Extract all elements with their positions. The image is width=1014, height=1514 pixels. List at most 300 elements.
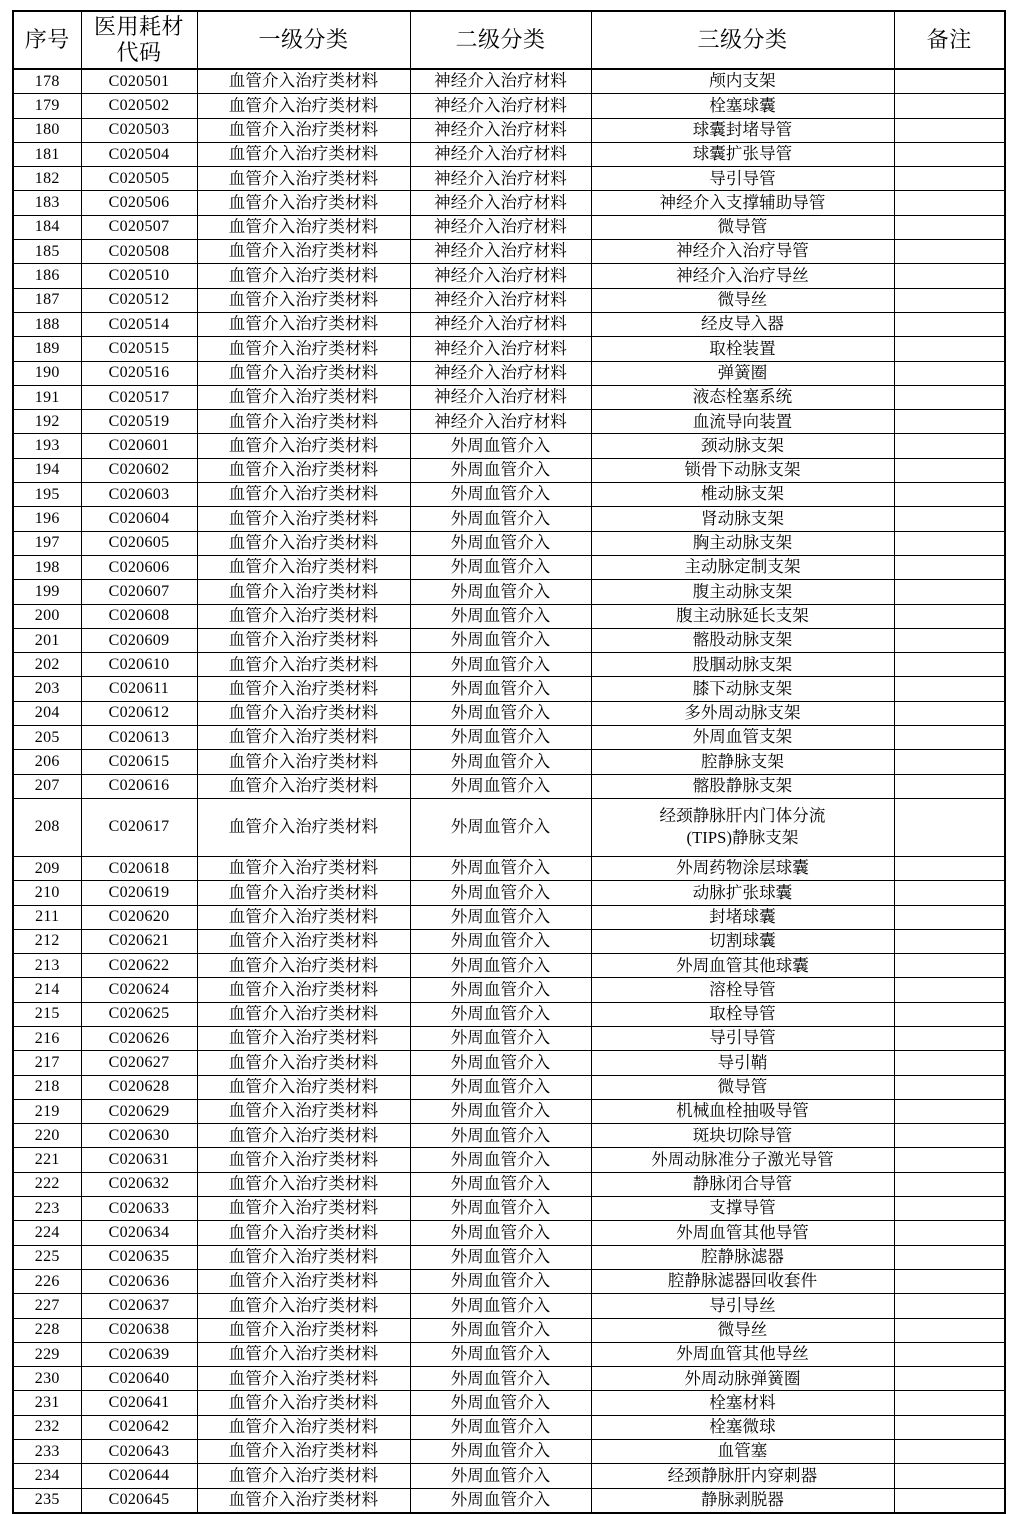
cell-level3: 血流导向装置 (591, 410, 894, 434)
cell-level3: 主动脉定制支架 (591, 555, 894, 579)
cell-remark (894, 434, 1005, 458)
table-header-row (13, 11, 1005, 69)
table-row (13, 264, 1005, 288)
cell-code: C020613 (81, 726, 197, 750)
cell-seq: 189 (13, 337, 81, 361)
column-header-level2: 二级分类 (410, 11, 591, 69)
cell-level1: 血管介入治疗类材料 (197, 1051, 410, 1075)
table-row (13, 483, 1005, 507)
table-row (13, 215, 1005, 239)
cell-code: C020626 (81, 1026, 197, 1050)
cell-remark (894, 1099, 1005, 1123)
cell-code: C020620 (81, 905, 197, 929)
cell-level3: 球囊封堵导管 (591, 118, 894, 142)
cell-code: C020643 (81, 1440, 197, 1464)
cell-level2: 神经介入治疗材料 (410, 167, 591, 191)
cell-code: C020616 (81, 774, 197, 798)
cell-level1: 血管介入治疗类材料 (197, 1245, 410, 1269)
cell-code: C020501 (81, 69, 197, 94)
cell-code: C020505 (81, 167, 197, 191)
cell-level2: 外周血管介入 (410, 1172, 591, 1196)
cell-level1: 血管介入治疗类材料 (197, 954, 410, 978)
cell-code: C020633 (81, 1197, 197, 1221)
cell-remark (894, 750, 1005, 774)
table-row (13, 929, 1005, 953)
cell-code: C020619 (81, 881, 197, 905)
table-row (13, 1440, 1005, 1464)
cell-level1: 血管介入治疗类材料 (197, 69, 410, 94)
cell-seq: 194 (13, 458, 81, 482)
cell-level1: 血管介入治疗类材料 (197, 798, 410, 856)
table-body (13, 69, 1005, 1513)
cell-level1: 血管介入治疗类材料 (197, 240, 410, 264)
cell-seq: 192 (13, 410, 81, 434)
cell-level2: 外周血管介入 (410, 1294, 591, 1318)
cell-seq: 197 (13, 531, 81, 555)
cell-remark (894, 604, 1005, 628)
cell-remark (894, 653, 1005, 677)
cell-seq: 182 (13, 167, 81, 191)
cell-level3: 胸主动脉支架 (591, 531, 894, 555)
cell-seq: 216 (13, 1026, 81, 1050)
table-row (13, 798, 1005, 856)
cell-level2: 外周血管介入 (410, 531, 591, 555)
table-row (13, 1342, 1005, 1366)
table-row (13, 69, 1005, 94)
cell-level2: 外周血管介入 (410, 1342, 591, 1366)
cell-seq: 188 (13, 312, 81, 336)
cell-remark (894, 1415, 1005, 1439)
cell-remark (894, 1197, 1005, 1221)
cell-level1: 血管介入治疗类材料 (197, 881, 410, 905)
cell-level2: 外周血管介入 (410, 1318, 591, 1342)
table-row (13, 653, 1005, 677)
table-row (13, 555, 1005, 579)
cell-seq: 205 (13, 726, 81, 750)
cell-level3-line2: (TIPS)静脉支架 (686, 828, 799, 848)
cell-level1: 血管介入治疗类材料 (197, 929, 410, 953)
cell-code: C020634 (81, 1221, 197, 1245)
cell-level3: 腔静脉滤器 (591, 1245, 894, 1269)
cell-seq: 180 (13, 118, 81, 142)
cell-code: C020630 (81, 1124, 197, 1148)
cell-level1: 血管介入治疗类材料 (197, 312, 410, 336)
table-row (13, 677, 1005, 701)
table-row (13, 1318, 1005, 1342)
cell-remark (894, 954, 1005, 978)
cell-seq: 184 (13, 215, 81, 239)
cell-level3: 颅内支架 (591, 69, 894, 94)
cell-remark (894, 774, 1005, 798)
cell-remark (894, 1075, 1005, 1099)
cell-level1: 血管介入治疗类材料 (197, 856, 410, 880)
cell-level3: 外周血管其他球囊 (591, 954, 894, 978)
cell-seq: 178 (13, 69, 81, 94)
cell-remark (894, 1440, 1005, 1464)
cell-level3: 动脉扩张球囊 (591, 881, 894, 905)
cell-level1: 血管介入治疗类材料 (197, 905, 410, 929)
cell-level1: 血管介入治疗类材料 (197, 434, 410, 458)
cell-remark (894, 856, 1005, 880)
cell-level1: 血管介入治疗类材料 (197, 1342, 410, 1366)
cell-level3: 经颈静脉肝内穿刺器 (591, 1464, 894, 1488)
cell-level2: 神经介入治疗材料 (410, 118, 591, 142)
cell-level1: 血管介入治疗类材料 (197, 1221, 410, 1245)
cell-seq: 203 (13, 677, 81, 701)
cell-remark (894, 628, 1005, 652)
cell-seq: 186 (13, 264, 81, 288)
cell-seq: 207 (13, 774, 81, 798)
cell-level1: 血管介入治疗类材料 (197, 1148, 410, 1172)
cell-code: C020609 (81, 628, 197, 652)
cell-remark (894, 1124, 1005, 1148)
cell-level3: 弹簧圈 (591, 361, 894, 385)
cell-seq: 210 (13, 881, 81, 905)
cell-remark (894, 1269, 1005, 1293)
cell-level1: 血管介入治疗类材料 (197, 1099, 410, 1123)
cell-remark (894, 978, 1005, 1002)
cell-remark (894, 701, 1005, 725)
cell-remark (894, 94, 1005, 118)
cell-remark (894, 1318, 1005, 1342)
cell-level2: 外周血管介入 (410, 483, 591, 507)
cell-level2: 神经介入治疗材料 (410, 410, 591, 434)
cell-remark (894, 240, 1005, 264)
cell-level3: 取栓导管 (591, 1002, 894, 1026)
cell-level2: 外周血管介入 (410, 677, 591, 701)
cell-level1: 血管介入治疗类材料 (197, 774, 410, 798)
cell-level3: 神经介入治疗导丝 (591, 264, 894, 288)
cell-level3: 取栓装置 (591, 337, 894, 361)
cell-seq: 233 (13, 1440, 81, 1464)
cell-level2: 神经介入治疗材料 (410, 191, 591, 215)
cell-level3: 外周血管支架 (591, 726, 894, 750)
cell-code: C020508 (81, 240, 197, 264)
cell-remark (894, 458, 1005, 482)
cell-code: C020635 (81, 1245, 197, 1269)
cell-level1: 血管介入治疗类材料 (197, 507, 410, 531)
cell-level3: 经皮导入器 (591, 312, 894, 336)
cell-level3: 腹主动脉支架 (591, 580, 894, 604)
table-row (13, 118, 1005, 142)
cell-level3: 栓塞材料 (591, 1391, 894, 1415)
cell-level1: 血管介入治疗类材料 (197, 410, 410, 434)
cell-level3: 颈动脉支架 (591, 434, 894, 458)
column-header-code-line1: 医用耗材 (93, 14, 184, 40)
table-row (13, 337, 1005, 361)
cell-level3: 腹主动脉延长支架 (591, 604, 894, 628)
cell-level3: 溶栓导管 (591, 978, 894, 1002)
cell-level2: 外周血管介入 (410, 628, 591, 652)
cell-remark (894, 69, 1005, 94)
cell-remark (894, 1026, 1005, 1050)
cell-level3: 导引导管 (591, 1026, 894, 1050)
cell-seq: 226 (13, 1269, 81, 1293)
cell-level1: 血管介入治疗类材料 (197, 1294, 410, 1318)
column-header-level3: 三级分类 (591, 11, 894, 69)
cell-level1: 血管介入治疗类材料 (197, 1318, 410, 1342)
table-row (13, 1124, 1005, 1148)
cell-level3: 血管塞 (591, 1440, 894, 1464)
cell-code: C020607 (81, 580, 197, 604)
cell-seq: 202 (13, 653, 81, 677)
cell-level2: 外周血管介入 (410, 750, 591, 774)
cell-level2: 神经介入治疗材料 (410, 69, 591, 94)
cell-seq: 200 (13, 604, 81, 628)
cell-remark (894, 555, 1005, 579)
cell-level3: 肾动脉支架 (591, 507, 894, 531)
cell-level3: 切割球囊 (591, 929, 894, 953)
cell-level2: 外周血管介入 (410, 905, 591, 929)
cell-level3: 栓塞球囊 (591, 94, 894, 118)
cell-code: C020642 (81, 1415, 197, 1439)
cell-level2: 外周血管介入 (410, 774, 591, 798)
cell-level1: 血管介入治疗类材料 (197, 191, 410, 215)
cell-code: C020608 (81, 604, 197, 628)
cell-level2: 外周血管介入 (410, 1002, 591, 1026)
table-row (13, 1245, 1005, 1269)
cell-code: C020512 (81, 288, 197, 312)
cell-code: C020605 (81, 531, 197, 555)
cell-level2: 神经介入治疗材料 (410, 361, 591, 385)
cell-level1: 血管介入治疗类材料 (197, 1197, 410, 1221)
cell-seq: 219 (13, 1099, 81, 1123)
cell-level2: 外周血管介入 (410, 701, 591, 725)
cell-level1: 血管介入治疗类材料 (197, 1172, 410, 1196)
table-row (13, 954, 1005, 978)
cell-remark (894, 337, 1005, 361)
cell-seq: 218 (13, 1075, 81, 1099)
cell-remark (894, 905, 1005, 929)
cell-remark (894, 677, 1005, 701)
cell-level2: 外周血管介入 (410, 881, 591, 905)
cell-seq: 201 (13, 628, 81, 652)
cell-level3: 微导管 (591, 215, 894, 239)
cell-level2: 外周血管介入 (410, 1391, 591, 1415)
table-row (13, 1051, 1005, 1075)
cell-level2: 外周血管介入 (410, 978, 591, 1002)
table-row (13, 628, 1005, 652)
cell-seq: 183 (13, 191, 81, 215)
cell-remark (894, 1464, 1005, 1488)
cell-level2: 外周血管介入 (410, 726, 591, 750)
cell-remark (894, 1172, 1005, 1196)
cell-code: C020516 (81, 361, 197, 385)
cell-remark (894, 118, 1005, 142)
column-header-remark: 备注 (894, 11, 1005, 69)
cell-remark (894, 1342, 1005, 1366)
cell-level3: 导引鞘 (591, 1051, 894, 1075)
cell-level2: 外周血管介入 (410, 1367, 591, 1391)
cell-code: C020510 (81, 264, 197, 288)
cell-code: C020632 (81, 1172, 197, 1196)
cell-code: C020506 (81, 191, 197, 215)
cell-code: C020636 (81, 1269, 197, 1293)
cell-level1: 血管介入治疗类材料 (197, 1124, 410, 1148)
cell-seq: 223 (13, 1197, 81, 1221)
cell-level3 (591, 798, 894, 856)
cell-code: C020625 (81, 1002, 197, 1026)
cell-remark (894, 1245, 1005, 1269)
cell-remark (894, 929, 1005, 953)
cell-code: C020601 (81, 434, 197, 458)
cell-level3: 神经介入治疗导管 (591, 240, 894, 264)
cell-remark (894, 167, 1005, 191)
table-row (13, 1464, 1005, 1488)
cell-remark (894, 1051, 1005, 1075)
cell-code: C020514 (81, 312, 197, 336)
cell-level2: 外周血管介入 (410, 1124, 591, 1148)
cell-level3: 腔静脉支架 (591, 750, 894, 774)
cell-code: C020631 (81, 1148, 197, 1172)
cell-code: C020606 (81, 555, 197, 579)
table-row (13, 191, 1005, 215)
cell-level3: 外周血管其他导丝 (591, 1342, 894, 1366)
cell-remark (894, 507, 1005, 531)
table-row (13, 1197, 1005, 1221)
cell-remark (894, 1367, 1005, 1391)
cell-code: C020629 (81, 1099, 197, 1123)
cell-level3: 导引导丝 (591, 1294, 894, 1318)
cell-code: C020603 (81, 483, 197, 507)
table-row (13, 774, 1005, 798)
cell-level1: 血管介入治疗类材料 (197, 1415, 410, 1439)
table-row (13, 1367, 1005, 1391)
cell-level2: 神经介入治疗材料 (410, 215, 591, 239)
table-row (13, 580, 1005, 604)
table-row (13, 458, 1005, 482)
cell-code: C020640 (81, 1367, 197, 1391)
cell-remark (894, 881, 1005, 905)
cell-seq: 221 (13, 1148, 81, 1172)
cell-level3: 斑块切除导管 (591, 1124, 894, 1148)
cell-level2: 外周血管介入 (410, 1415, 591, 1439)
column-header-level1: 一级分类 (197, 11, 410, 69)
cell-remark (894, 385, 1005, 409)
table-row (13, 978, 1005, 1002)
cell-seq: 214 (13, 978, 81, 1002)
cell-remark (894, 142, 1005, 166)
table-row (13, 434, 1005, 458)
table-row (13, 94, 1005, 118)
cell-level3: 封堵球囊 (591, 905, 894, 929)
cell-code: C020502 (81, 94, 197, 118)
cell-code: C020515 (81, 337, 197, 361)
cell-level2: 外周血管介入 (410, 434, 591, 458)
table-row (13, 1221, 1005, 1245)
cell-level3: 液态栓塞系统 (591, 385, 894, 409)
cell-seq: 204 (13, 701, 81, 725)
cell-level1: 血管介入治疗类材料 (197, 628, 410, 652)
cell-seq: 228 (13, 1318, 81, 1342)
cell-level3: 神经介入支撑辅助导管 (591, 191, 894, 215)
cell-level1: 血管介入治疗类材料 (197, 118, 410, 142)
cell-remark (894, 288, 1005, 312)
cell-remark (894, 191, 1005, 215)
cell-level3: 外周血管其他导管 (591, 1221, 894, 1245)
cell-seq: 230 (13, 1367, 81, 1391)
cell-code: C020644 (81, 1464, 197, 1488)
table-row (13, 1415, 1005, 1439)
cell-level2: 外周血管介入 (410, 507, 591, 531)
cell-level3: 球囊扩张导管 (591, 142, 894, 166)
table-row (13, 905, 1005, 929)
cell-code: C020627 (81, 1051, 197, 1075)
cell-level1: 血管介入治疗类材料 (197, 1026, 410, 1050)
cell-seq: 196 (13, 507, 81, 531)
cell-remark (894, 798, 1005, 856)
cell-seq: 208 (13, 798, 81, 856)
table-row (13, 288, 1005, 312)
cell-level3: 外周药物涂层球囊 (591, 856, 894, 880)
cell-level3: 髂股静脉支架 (591, 774, 894, 798)
cell-code: C020622 (81, 954, 197, 978)
cell-level2: 外周血管介入 (410, 929, 591, 953)
cell-level2: 外周血管介入 (410, 1099, 591, 1123)
cell-level2: 外周血管介入 (410, 1488, 591, 1513)
cell-level1: 血管介入治疗类材料 (197, 337, 410, 361)
cell-level3: 静脉剥脱器 (591, 1488, 894, 1513)
cell-level2: 外周血管介入 (410, 555, 591, 579)
cell-seq: 235 (13, 1488, 81, 1513)
cell-code: C020621 (81, 929, 197, 953)
cell-level2: 外周血管介入 (410, 1245, 591, 1269)
table-row (13, 1391, 1005, 1415)
cell-level3: 微导丝 (591, 288, 894, 312)
cell-level2: 外周血管介入 (410, 856, 591, 880)
cell-level1: 血管介入治疗类材料 (197, 978, 410, 1002)
cell-level3: 微导丝 (591, 1318, 894, 1342)
cell-level1: 血管介入治疗类材料 (197, 385, 410, 409)
cell-level1: 血管介入治疗类材料 (197, 1440, 410, 1464)
cell-code: C020624 (81, 978, 197, 1002)
cell-level1: 血管介入治疗类材料 (197, 1488, 410, 1513)
cell-code: C020637 (81, 1294, 197, 1318)
table-row (13, 1002, 1005, 1026)
cell-code: C020612 (81, 701, 197, 725)
cell-remark (894, 1221, 1005, 1245)
cell-code: C020639 (81, 1342, 197, 1366)
cell-remark (894, 1148, 1005, 1172)
table-row (13, 701, 1005, 725)
cell-level2: 神经介入治疗材料 (410, 142, 591, 166)
table-row (13, 1148, 1005, 1172)
medical-consumable-catalog-table (12, 10, 1006, 1514)
cell-code: C020638 (81, 1318, 197, 1342)
cell-seq: 224 (13, 1221, 81, 1245)
cell-remark (894, 264, 1005, 288)
cell-remark (894, 312, 1005, 336)
cell-level1: 血管介入治疗类材料 (197, 1464, 410, 1488)
cell-seq: 227 (13, 1294, 81, 1318)
table-header (13, 11, 1005, 69)
cell-seq: 213 (13, 954, 81, 978)
table-row (13, 312, 1005, 336)
cell-level2: 神经介入治疗材料 (410, 240, 591, 264)
cell-level1: 血管介入治疗类材料 (197, 361, 410, 385)
cell-level1: 血管介入治疗类材料 (197, 677, 410, 701)
cell-level2: 神经介入治疗材料 (410, 264, 591, 288)
table-row (13, 1269, 1005, 1293)
cell-code: C020645 (81, 1488, 197, 1513)
cell-code: C020503 (81, 118, 197, 142)
cell-level1: 血管介入治疗类材料 (197, 142, 410, 166)
cell-code: C020618 (81, 856, 197, 880)
cell-level2: 外周血管介入 (410, 798, 591, 856)
cell-seq: 215 (13, 1002, 81, 1026)
table-row (13, 881, 1005, 905)
cell-level2: 外周血管介入 (410, 1269, 591, 1293)
